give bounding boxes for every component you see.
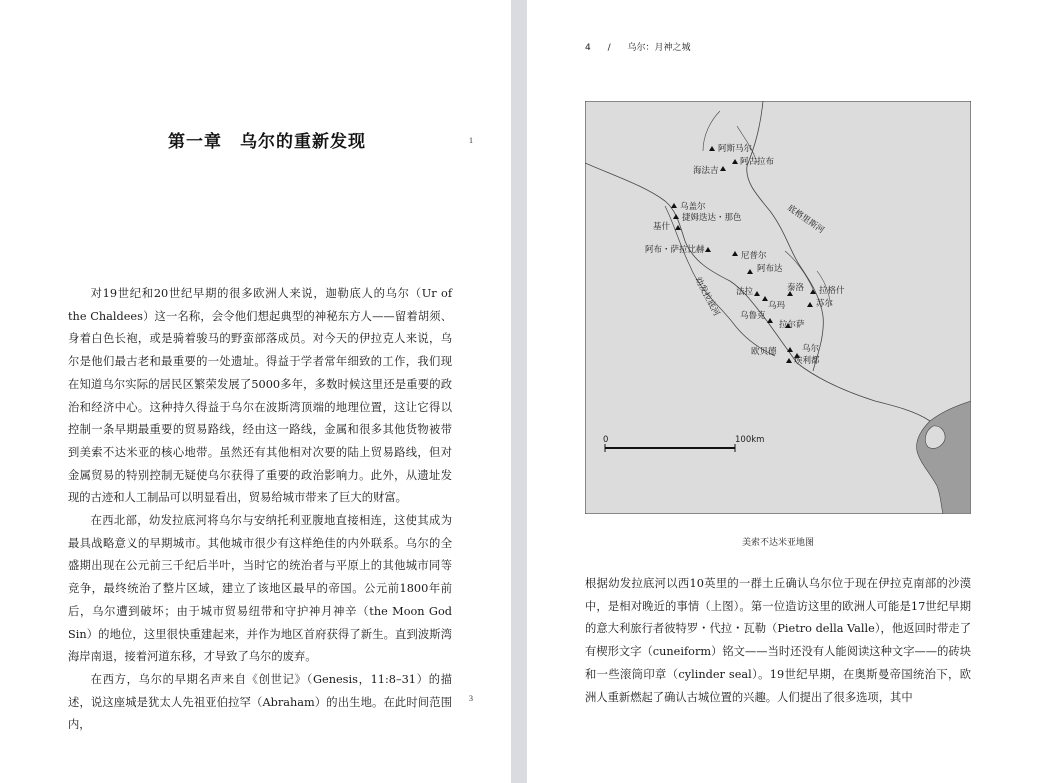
paragraph: 在西北部，幼发拉底河将乌尔与安纳托利亚腹地直接相连，这使其成为最具战略意义的早期城市。其他城市很少有这样绝佳的内外联系。乌尔的全盛期出现在公元前三千纪后半叶，当时它的统治者与平原上的其他城市同等竞争，最终统治了整片区域，建立了该地区最早的帝国。公元前1800年前后，乌尔遭到破坏；由于城市贸易纽带和守护神月神辛（the Moon God Sin）的地位，这里很快重建起来，并作为地区首府获得了新生。直到波斯湾海岸南退，接着河道东移，才导致了乌尔的废弃。 <box>68 514 452 664</box>
map-label: 乌玛 <box>768 301 786 311</box>
map-label: 法拉 <box>736 287 754 297</box>
running-head <box>585 40 705 53</box>
map-label: 欧贝德 <box>751 347 777 357</box>
body-text <box>585 573 971 709</box>
map-label: 拉尔萨 <box>779 320 805 330</box>
map-label: 乌盖尔 <box>680 202 706 212</box>
river-label: 底格里斯河 <box>785 203 826 236</box>
map-label: 乌鲁克 <box>740 311 766 321</box>
map-label: 阿古拉布 <box>740 157 775 167</box>
map-label: 苏尔 <box>816 299 834 309</box>
map-label: 捷姆迭达・那色 <box>682 213 742 223</box>
map-label: 基什 <box>653 222 671 232</box>
paragraph: 在西方，乌尔的早期名声来自《创世记》（Genesis，11:8–31）的描述，说这座城是犹太人先祖亚伯拉罕（Abraham）的出生地。在此时间范围内， <box>68 672 452 732</box>
body-text <box>68 283 452 737</box>
page-gutter <box>511 0 527 783</box>
margin-number: 1 <box>469 136 473 145</box>
map-label: 阿布・萨拉比赫 <box>645 245 705 255</box>
map-label: 拉格什 <box>819 286 845 296</box>
page-number: 4 <box>585 43 591 53</box>
running-head-separator: / <box>607 43 611 53</box>
paragraph: 对19世纪和20世纪早期的很多欧洲人来说，迦勒底人的乌尔（Ur of the Chaldees）这一名称，会令他们想起典型的神秘东方人——留着胡须、身着白色长袍，或是骑着骏马的野蛮部落成员。对今天的伊拉克人来说，乌尔是他们最古老和最重要的一处遗址。得益于学者常年细致的工作，我们现在知道乌尔实际的居民区繁荣发展了5000多年，多数时候这里还是重要的政治和经济中心。这种持久得益于乌尔在波斯湾顶端的地理位置，这让它得以控制一条早期最重要的贸易路线，经由这一路线，金属和很多其他货物被带到美索不达米亚的核心地带。虽然还有其他相对次要的陆上贸易路线，但对金属贸易的特别控制无疑使乌尔获得了重要的政治影响力。此外，从遗址发现的古迹和人工制品可以明显看出，贸易给城市带来了巨大的财富。 <box>68 287 452 505</box>
map-label: 海法吉 <box>693 166 719 176</box>
paragraph: 根据幼发拉底河以西10英里的一群土丘确认乌尔位于现在伊拉克南部的沙漠中，是相对晚近的事情（上图）。第一位造访这里的欧洲人可能是17世纪早期的意大利旅行者彼特罗・代拉・瓦勒（Pietro della Valle），他返回时带走了有楔形文字（cuneiform）铭文——当时还没有人能阅读这种文字——的砖块和一些滚筒印章（cylinder seal）。19世纪早期，在奥斯曼帝国统治下，欧洲人重新燃起了确认古城位置的兴趣。人们提出了很多选项，其中 <box>585 577 971 704</box>
river-label: 幼发拉底河 <box>692 275 722 318</box>
scale-start: 0 <box>603 435 609 445</box>
map-caption: 美索不达米亚地图 <box>741 538 814 548</box>
map-label: 尼普尔 <box>741 251 767 261</box>
margin-number: 3 <box>469 694 473 703</box>
map-label: 阿斯马尔 <box>718 144 753 154</box>
running-head-title: 乌尔：月神之城 <box>627 43 691 53</box>
map-label: 埃利都 <box>794 356 820 366</box>
map-label: 泰洛 <box>787 283 805 293</box>
map-label: 阿布达 <box>757 264 783 274</box>
left-page <box>0 0 511 783</box>
chapter-title: 第一章 乌尔的重新发现 <box>168 132 366 152</box>
mesopotamia-map <box>585 101 971 514</box>
right-page <box>527 0 1038 783</box>
map-label: 乌尔 <box>802 344 820 354</box>
scale-end: 100km <box>735 435 765 445</box>
